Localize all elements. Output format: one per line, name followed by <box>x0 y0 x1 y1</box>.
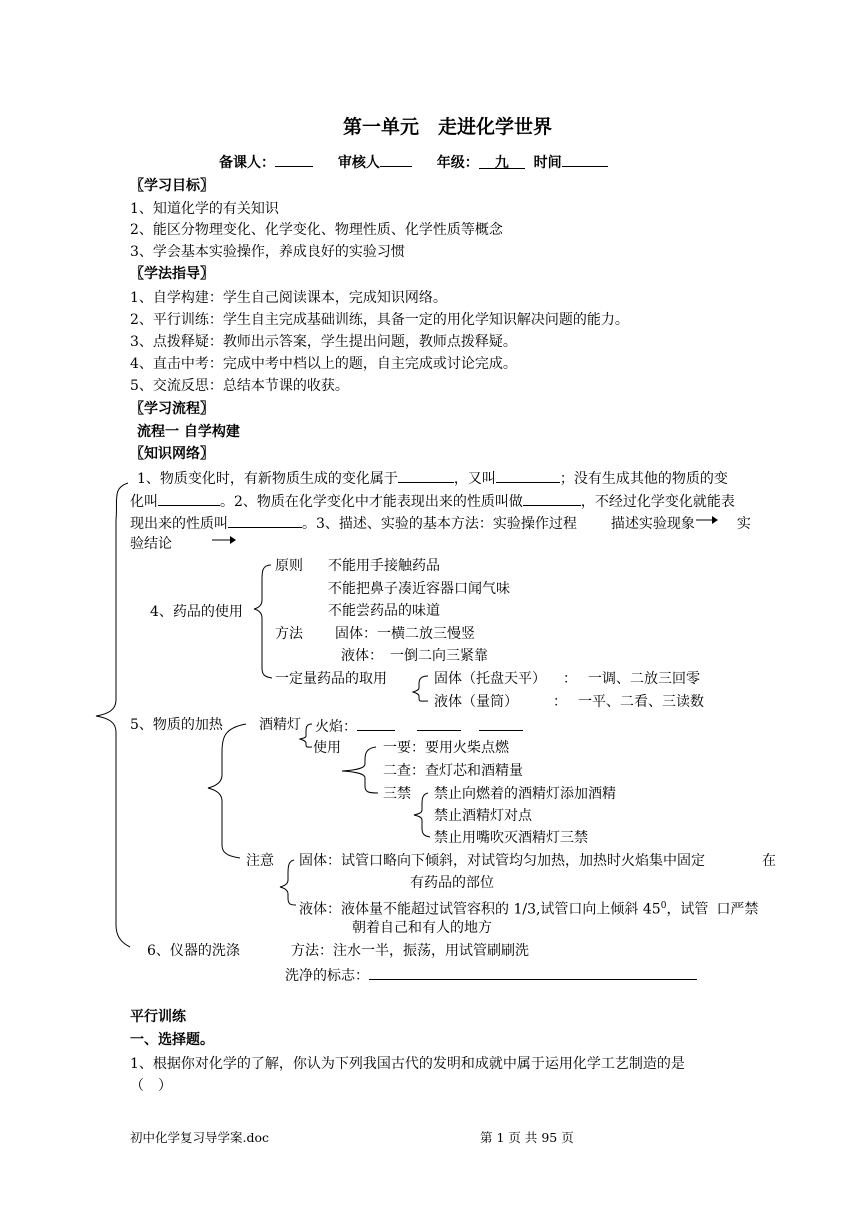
grade-value: 九 <box>479 154 525 169</box>
methods-heading: 〖学法指导〗 <box>130 266 214 282</box>
ban-brace <box>414 793 430 837</box>
goal-item: 2、能区分物理变化、化学变化、物理性质、化学性质等概念 <box>130 222 503 238</box>
solid-note: 固体：试管口略向下倾斜，对试管均匀加热，加热时火焰集中固定 <box>299 853 705 869</box>
text: ，又叫 <box>453 471 496 487</box>
balance-rule: 一调、二放三回零 <box>588 671 700 687</box>
goal-item: 1、知道化学的有关知识 <box>130 201 279 217</box>
cylinder-label: 液体（量筒） <box>434 694 518 710</box>
reviewer-label: 审核人 <box>337 155 380 171</box>
method-item: 3、点拨释疑：教师出示答案，学生提出问题，教师点拨释疑。 <box>130 334 517 350</box>
wash-method: 方法：注水一半，振荡，用试管刷刷洗 <box>291 943 529 959</box>
ban-item: 禁止酒精灯对点 <box>434 808 532 824</box>
flow-step-1: 流程一 自学构建 <box>137 424 240 440</box>
liquid-note-2: 朝着自己和有人的地方 <box>352 920 492 936</box>
text: 实 <box>736 516 751 532</box>
outer-brace <box>96 483 130 947</box>
notice-brace <box>280 860 296 905</box>
network-line-4: 验结论 <box>130 536 172 552</box>
text: 1、物质变化时，有新物质生成的变化属于 <box>137 471 398 487</box>
liquid-method: 液体： 一倒二向三紧靠 <box>341 648 488 664</box>
text: ，不经过化学变化就能表 <box>580 494 735 510</box>
three-ban-label: 三禁 <box>383 786 411 802</box>
usage-label: 使用 <box>313 740 341 756</box>
notice-label: 注意 <box>246 853 274 869</box>
usage-brace <box>342 747 378 793</box>
ban-item: 禁止向燃着的酒精灯添加酒精 <box>434 786 616 802</box>
flow-heading: 〖学习流程〗 <box>130 401 214 417</box>
question-1-answer: （ ） <box>130 1078 172 1094</box>
method-item: 5、交流反思：总结本节课的收获。 <box>130 378 349 394</box>
solid-note-end: 在 <box>762 853 776 869</box>
balance-label: 固体（托盘天平） <box>434 671 546 687</box>
principle-item: 不能尝药品的味道 <box>328 603 440 619</box>
goal-item: 3、学会基本实验操作，养成良好的实验习惯 <box>130 244 405 260</box>
method-item: 2、平行训练：学生自主完成基础训练，具备一定的用化学知识解决问题的能力。 <box>130 312 629 328</box>
drug-use-label: 4、药品的使用 <box>150 604 243 620</box>
footer-filename: 初中化学复习导学案.doc <box>130 1130 270 1145</box>
text: 。2、物质在化学变化中才能表现出来的性质叫做 <box>220 494 523 510</box>
heating-brace <box>208 724 246 858</box>
clean-mark-label: 洗净的标志： <box>285 968 369 984</box>
text: 。3、描述、实验的基本方法：实验操作过程 <box>302 516 577 532</box>
goals-heading: 〖学习目标〗 <box>130 178 214 194</box>
flame-label: 火焰： <box>315 719 357 735</box>
principle-item: 不能用手接触药品 <box>328 558 440 574</box>
lamp-brace <box>300 724 312 747</box>
page-title: 第一单元 走进化学世界 <box>343 116 553 138</box>
time-label: 时间 <box>533 155 562 171</box>
text: ；没有生成其他的物质的变 <box>559 471 728 487</box>
balance-colon: ： <box>563 671 577 687</box>
text: 口严禁 <box>716 901 759 918</box>
heating-label: 5、物质的加热 <box>130 717 223 733</box>
arrow-head <box>230 536 236 544</box>
superscript: 0 <box>660 901 667 911</box>
text: 化叫 <box>130 494 158 510</box>
practice-section: 一、选择题。 <box>130 1032 214 1048</box>
practice-heading: 平行训练 <box>130 1009 186 1025</box>
ban-item: 禁止用嘴吹灭酒精灯三禁 <box>434 830 588 846</box>
drug-brace <box>254 565 272 678</box>
cylinder-colon: ： <box>553 694 567 710</box>
lamp-label: 酒精灯 <box>259 717 301 733</box>
footer-page: 第 1 页 共 95 页 <box>480 1130 574 1145</box>
method-label: 方法 <box>275 626 303 642</box>
check-item: 二查：查灯芯和酒精量 <box>383 763 523 779</box>
solid-note-2: 有药品的部位 <box>410 875 494 891</box>
text: 描述实验现象 <box>610 516 695 532</box>
method-item: 1、自学构建：学生自己阅读课本，完成知识网络。 <box>130 290 447 306</box>
question-1: 1、根据你对化学的了解，你认为下列我国古代的发明和成就中属于运用化学工艺制造的是 <box>130 1056 685 1072</box>
preparer-label: 备课人： <box>219 155 275 171</box>
solid-method: 固体：一横二放三慢竖 <box>335 626 475 642</box>
text: ，试管 <box>666 901 709 918</box>
washing-label: 6、仪器的洗涤 <box>147 943 240 959</box>
text: 液体：液体量不能超过试管容积的 1/3,试管口向上倾斜 45 <box>299 901 661 918</box>
method-item: 4、直击中考：完成中考中档以上的题，自主完成或讨论完成。 <box>130 356 517 372</box>
quantity-brace <box>413 676 428 701</box>
check-item: 一要：要用火柴点燃 <box>383 740 509 756</box>
quantity-label: 一定量药品的取用 <box>275 671 387 687</box>
principle-label: 原则 <box>275 558 303 574</box>
principle-item: 不能把鼻子凑近容器口闻气味 <box>328 581 510 597</box>
grade-label: 年级： <box>436 155 479 171</box>
arrow-head <box>712 516 718 524</box>
cylinder-rule: 一平、二看、三读数 <box>578 694 704 710</box>
network-heading: 〖知识网络〗 <box>130 446 214 462</box>
text: 现出来的性质叫 <box>130 516 228 532</box>
